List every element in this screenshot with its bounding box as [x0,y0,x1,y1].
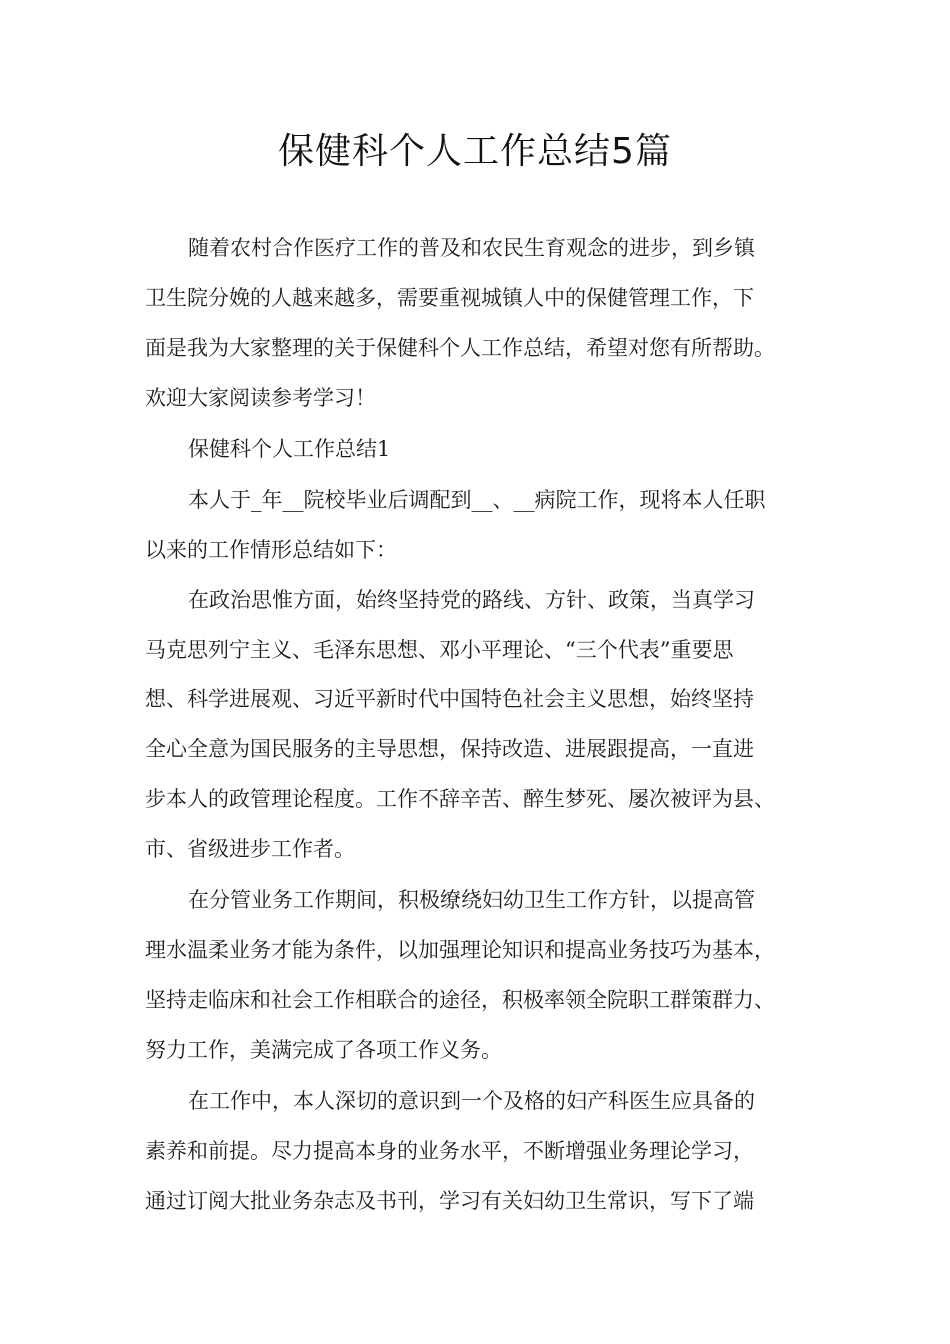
paragraph-line: 随着农村合作医疗工作的普及和农民生育观念的进步，到乡镇 [188,236,755,260]
paragraph-line: 努力工作，美满完成了各项工作义务。 [145,1038,502,1062]
paragraph-line: 在分管业务工作期间，积极缭绕妇幼卫生工作方针，以提高管 [188,888,755,912]
paragraph-line: 欢迎大家阅读参考学习！ [145,386,376,410]
document-title: 保健科个人工作总结5篇 [278,131,672,172]
paragraph-line: 面是我为大家整理的关于保健科个人工作总结，希望对您有所帮助。 [145,336,775,360]
paragraph-line: 市、省级进步工作者。 [145,837,355,861]
paragraph-line: 坚持走临床和社会工作相联合的途径，积极率领全院职工群策群力、 [145,988,775,1012]
paragraph-line: 在工作中，本人深切的意识到一个及格的妇产科医生应具备的 [188,1089,755,1113]
paragraph-line: 素养和前提。尽力提高本身的业务水平，不断增强业务理论学习， [145,1139,754,1163]
paragraph-line: 卫生院分娩的人越来越多，需要重视城镇人中的保健管理工作，下 [145,286,754,310]
paragraph-line: 通过订阅大批业务杂志及书刊，学习有关妇幼卫生常识，写下了端 [145,1189,754,1213]
paragraph-line: 本人于_年__院校毕业后调配到__、__病院工作，现将本人任职 [188,488,766,512]
paragraph-line: 全心全意为国民服务的主导思想，保持改造、进展跟提高，一直进 [145,737,754,761]
paragraph-line: 想、科学进展观、习近平新时代中国特色社会主义思想，始终坚持 [145,687,754,711]
paragraph-line: 以来的工作情形总结如下： [145,538,397,562]
section-heading: 保健科个人工作总结1 [188,437,391,461]
paragraph-line: 在政治思惟方面，始终坚持党的路线、方针、政策，当真学习 [188,588,755,612]
paragraph-line: 步本人的政管理论程度。工作不辞辛苦、醉生梦死、屡次被评为县、 [145,787,775,811]
paragraph-line: 理水温柔业务才能为条件，以加强理论知识和提高业务技巧为基本， [145,938,775,962]
paragraph-line: 马克思列宁主义、毛泽东思想、邓小平理论、“三个代表”重要思 [145,638,734,662]
